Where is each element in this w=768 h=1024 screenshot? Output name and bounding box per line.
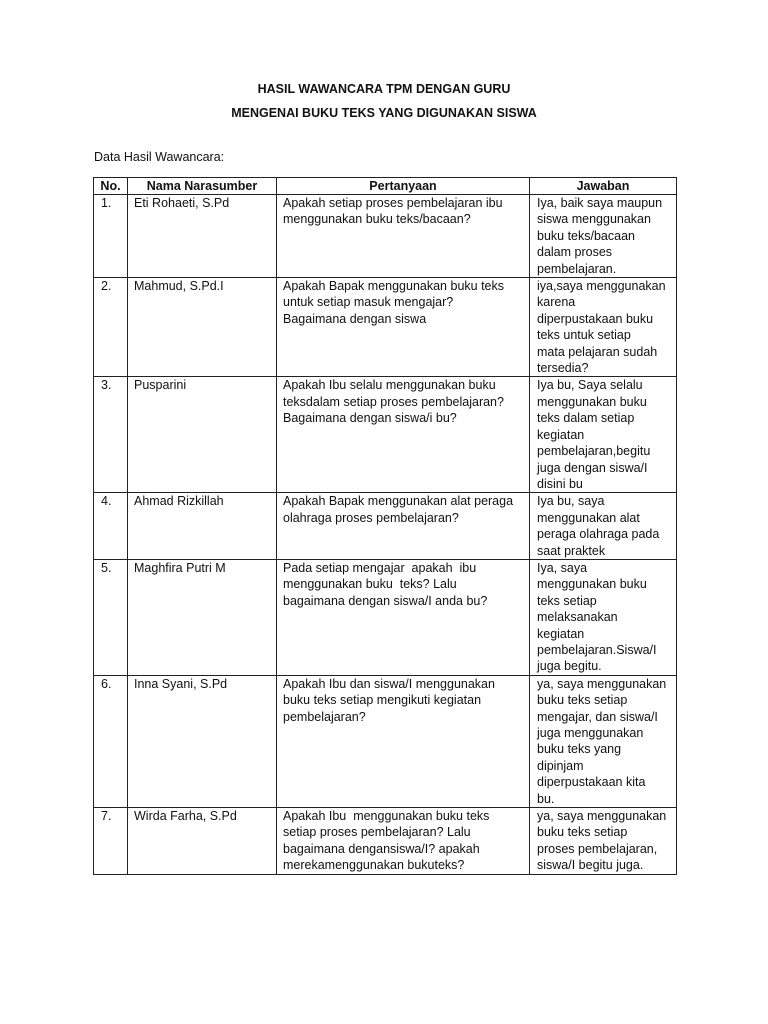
row-question: [277, 278, 530, 377]
table-row: [94, 559, 677, 675]
answer-line: saat praktek: [537, 543, 606, 558]
question-line: setiap proses pembelajaran? Lalu: [283, 825, 471, 840]
row-number: 7.: [94, 808, 128, 875]
row-question: [277, 808, 530, 875]
answer-line: teks setiap: [537, 593, 597, 608]
answer-line: siswa/I begitu juga.: [537, 858, 644, 873]
question-line: Apakah Ibu dan siswa/I menggunakan: [283, 676, 495, 691]
row-source-name: Eti Rohaeti, S.Pd: [128, 195, 277, 278]
row-source-name: Mahmud, S.Pd.I: [128, 278, 277, 377]
row-source-name: Maghfira Putri M: [128, 559, 277, 675]
answer-line: dalam proses: [537, 245, 613, 260]
row-number: 6.: [94, 675, 128, 807]
answer-line: proses pembelajaran,: [537, 841, 658, 856]
answer-line: Iya, baik saya maupun: [537, 196, 663, 210]
answer-line: juga dengan siswa/I: [537, 460, 648, 475]
question-line: Apakah Ibu selalu menggunakan buku: [283, 378, 496, 393]
row-answer: [530, 377, 677, 493]
header-name: Nama Narasumber: [128, 178, 277, 195]
question-line: Bagaimana dengan siswa: [283, 311, 427, 326]
answer-line: mata pelajaran sudah: [537, 344, 658, 359]
intro-text: Data Hasil Wawancara:: [94, 150, 225, 164]
table-row: [94, 493, 677, 560]
answer-line: ya, saya menggunakan: [537, 809, 667, 824]
row-answer: [530, 559, 677, 675]
question-line: bagaimana dengansiswa/I? apakah: [283, 841, 480, 856]
answer-line: teks dalam setiap: [537, 411, 635, 426]
row-number: 2.: [94, 278, 128, 377]
table-row: [94, 675, 677, 807]
row-source-name: Pusparini: [128, 377, 277, 493]
question-line: teksdalam setiap proses pembelajaran?: [283, 394, 504, 409]
answer-line: kegiatan: [537, 626, 585, 641]
question-line: menggunakan buku teks/bacaan?: [283, 212, 471, 227]
answer-line: dipinjam: [537, 758, 584, 773]
answer-line: ya, saya menggunakan: [537, 676, 667, 691]
row-answer: [530, 278, 677, 377]
question-line: untuk setiap masuk mengajar?: [283, 295, 454, 310]
answer-line: pembelajaran,begitu: [537, 444, 651, 459]
answer-line: buku teks setiap: [537, 693, 628, 708]
row-source-name: Ahmad Rizkillah: [128, 493, 277, 560]
answer-line: diperpustakaan kita: [537, 775, 646, 790]
answer-line: menggunakan buku: [537, 577, 647, 592]
question-line: Apakah Bapak menggunakan alat peraga: [283, 494, 514, 509]
answer-line: Iya bu, Saya selalu: [537, 378, 643, 393]
row-answer: [530, 675, 677, 807]
row-answer: [530, 808, 677, 875]
question-line: bagaimana dengan siswa/I anda bu?: [283, 593, 488, 608]
answer-line: karena: [537, 295, 576, 310]
question-line: Apakah Bapak menggunakan buku teks: [283, 279, 504, 294]
question-line: olahraga proses pembelajaran?: [283, 510, 459, 525]
row-question: [277, 377, 530, 493]
answer-line: menggunakan alat: [537, 510, 640, 525]
table-row: [94, 195, 677, 278]
answer-line: mengajar, dan siswa/I: [537, 709, 658, 724]
row-number: 1.: [94, 195, 128, 278]
question-line: pembelajaran?: [283, 709, 366, 724]
question-line: menggunakan buku teks? Lalu: [283, 577, 457, 592]
question-line: Bagaimana dengan siswa/i bu?: [283, 411, 457, 426]
answer-line: peraga olahraga pada: [537, 527, 660, 542]
row-number: 5.: [94, 559, 128, 675]
document-title-line-1: HASIL WAWANCARA TPM DENGAN GURU: [257, 82, 511, 96]
answer-line: teks untuk setiap: [537, 328, 631, 343]
row-answer: [530, 195, 677, 278]
answer-line: bu.: [537, 791, 555, 806]
question-line: Apakah Ibu menggunakan buku teks: [283, 809, 490, 824]
table-row: [94, 377, 677, 493]
row-question: [277, 675, 530, 807]
answer-line: Iya, saya: [537, 560, 588, 575]
answer-line: Iya bu, saya: [537, 494, 605, 509]
table-row: [94, 278, 677, 377]
answer-line: juga begitu.: [537, 659, 602, 674]
answer-line: disini bu: [537, 476, 583, 491]
answer-line: menggunakan buku: [537, 394, 647, 409]
answer-line: diperpustakaan buku: [537, 311, 654, 326]
answer-line: pembelajaran.Siswa/I: [537, 642, 657, 657]
table-body: [94, 195, 677, 875]
answer-line: siswa menggunakan: [537, 212, 651, 227]
question-line: Pada setiap mengajar apakah ibu: [283, 560, 477, 575]
row-question: [277, 493, 530, 560]
answer-line: buku teks/bacaan: [537, 228, 635, 243]
answer-line: iya,saya menggunakan: [537, 279, 666, 294]
question-line: Apakah setiap proses pembelajaran ibu: [283, 196, 503, 210]
row-source-name: Inna Syani, S.Pd: [128, 675, 277, 807]
interview-table: [93, 177, 677, 875]
answer-line: juga menggunakan: [537, 726, 644, 740]
table-row: [94, 808, 677, 875]
answer-line: buku teks yang: [537, 742, 622, 757]
row-question: [277, 559, 530, 675]
question-line: merekamenggunakan bukuteks?: [283, 858, 465, 873]
table-header-row: [94, 178, 677, 195]
answer-line: tersedia?: [537, 361, 589, 376]
answer-line: buku teks setiap: [537, 825, 628, 840]
answer-line: melaksanakan: [537, 610, 618, 625]
row-source-name: Wirda Farha, S.Pd: [128, 808, 277, 875]
answer-line: kegiatan: [537, 427, 585, 442]
header-answer: Jawaban: [530, 178, 677, 195]
question-line: buku teks setiap mengikuti kegiatan: [283, 693, 482, 708]
row-answer: [530, 493, 677, 560]
header-no: No.: [94, 178, 128, 195]
row-number: 3.: [94, 377, 128, 493]
document-title-line-2: MENGENAI BUKU TEKS YANG DIGUNAKAN SISWA: [231, 106, 537, 120]
row-number: 4.: [94, 493, 128, 560]
answer-line: pembelajaran.: [537, 261, 617, 276]
row-question: [277, 195, 530, 278]
header-question: Pertanyaan: [277, 178, 530, 195]
